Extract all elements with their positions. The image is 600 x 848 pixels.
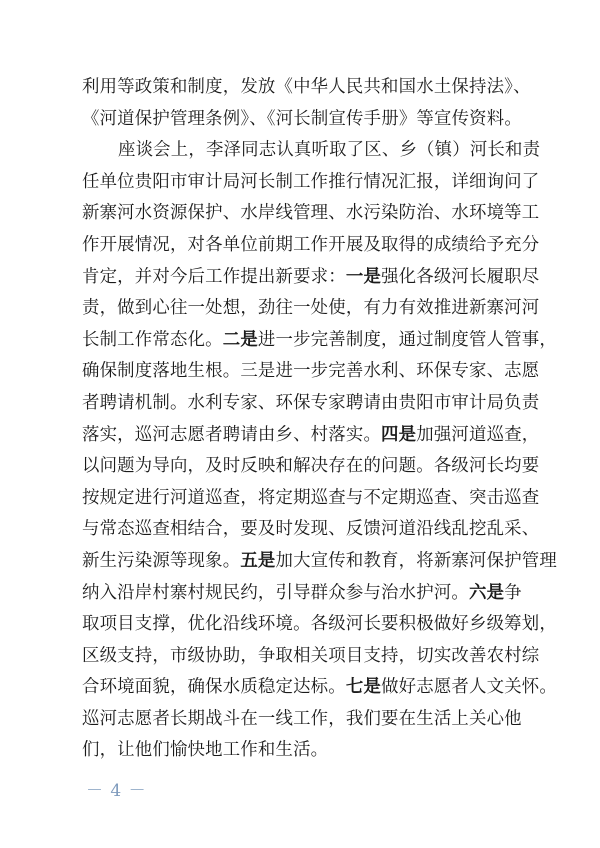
text-segment: 长制工作常态化。 xyxy=(82,329,223,350)
bold-marker: 一是 xyxy=(345,266,382,287)
text-line xyxy=(82,388,540,420)
text-segment: 者聘请机制。水利专家、环保专家聘请由贵阳市审计局负责 xyxy=(82,392,540,413)
text-line xyxy=(82,72,531,104)
text-segment: 按规定进行河道巡查，将定期巡查与不定期巡查、突击巡查 xyxy=(82,487,540,508)
text-segment: 座谈会上，李泽同志认真听取了区、乡（镇）河长和责 xyxy=(118,140,541,161)
text-line xyxy=(82,293,540,325)
text-segment: 新生污染源等现象。 xyxy=(82,550,241,571)
text-segment: 纳入沿岸村寨村规民约，引导群众参与治水护河。 xyxy=(82,582,469,603)
text-line xyxy=(82,356,540,388)
text-line xyxy=(82,641,540,673)
text-segment: 新寨河水资源保护、水岸线管理、水污染防治、水环境等工 xyxy=(82,203,540,224)
text-line xyxy=(82,609,557,641)
text-line xyxy=(82,483,540,515)
text-line xyxy=(82,230,540,262)
text-segment: 强化各级河长履职尽 xyxy=(381,266,540,287)
text-segment: 争 xyxy=(504,582,522,603)
bold-marker: 二是 xyxy=(222,329,258,350)
text-line xyxy=(82,672,557,704)
bold-marker: 四是 xyxy=(381,424,417,445)
text-segment: 任单位贵阳市审计局河长制工作推行情况汇报，详细询问了 xyxy=(82,171,540,192)
text-segment: 合环境面貌，确保水质稳定达标。 xyxy=(82,677,346,698)
text-segment: 作开展情况，对各单位前期工作开展及取得的成绩给予充分 xyxy=(82,234,540,255)
text-segment: 取项目支撑，优化沿线环境。各级河长要积极做好乡级筹划， xyxy=(82,614,557,635)
text-segment: 加强河道巡查， xyxy=(416,424,540,445)
text-segment: 肯定，并对今后工作提出新要求： xyxy=(82,266,346,287)
bold-marker: 七是 xyxy=(345,677,382,698)
text-line xyxy=(82,451,540,483)
text-segment: 确保制度落地生根。三是进一步完善水利、环保专家、志愿 xyxy=(82,361,540,382)
text-line xyxy=(82,735,519,767)
page-number: － 4 － xyxy=(86,781,147,801)
text-line xyxy=(82,198,540,230)
text-segment: 做好志愿者人文关怀。 xyxy=(381,677,557,698)
text-line xyxy=(82,325,557,357)
text-segment: 区级支持，市级协助，争取相关项目支持，切实改善农村综 xyxy=(82,645,540,666)
bold-marker: 五是 xyxy=(240,550,276,571)
text-line xyxy=(82,104,522,136)
text-segment: 落实，巡河志愿者聘请由乡、村落实。 xyxy=(82,424,382,445)
text-line xyxy=(82,167,540,199)
text-line xyxy=(82,514,540,546)
text-line xyxy=(82,420,540,452)
bold-marker: 六是 xyxy=(469,582,505,603)
text-segment: 责，做到心往一处想，劲往一处使，有力有效推进新寨河河 xyxy=(82,298,540,319)
text-segment: 们，让他们愉快地工作和生活。 xyxy=(82,740,329,761)
text-segment: 巡河志愿者长期战斗在一线工作，我们要在生活上关心他 xyxy=(82,708,522,729)
body-text xyxy=(82,72,557,767)
text-segment: 与常态巡查相结合，要及时发现、反馈河道沿线乱挖乱采、 xyxy=(82,519,540,540)
text-segment: 加大宣传和教育，将新寨河保护管理 xyxy=(275,550,557,571)
text-line xyxy=(82,704,522,736)
text-segment: 利用等政策和制度，发放《中华人民共和国水土保持法》、 xyxy=(82,77,531,97)
text-line xyxy=(82,135,541,167)
text-segment: 以问题为导向，及时反映和解决存在的问题。各级河长均要 xyxy=(82,456,540,477)
text-segment: 《河道保护管理条例》、《河长制宣传手册》等宣传资料。 xyxy=(82,108,522,129)
text-line xyxy=(82,262,540,294)
text-segment: 进一步完善制度，通过制度管人管事， xyxy=(257,329,557,350)
text-line xyxy=(82,578,522,610)
text-line xyxy=(82,546,557,578)
